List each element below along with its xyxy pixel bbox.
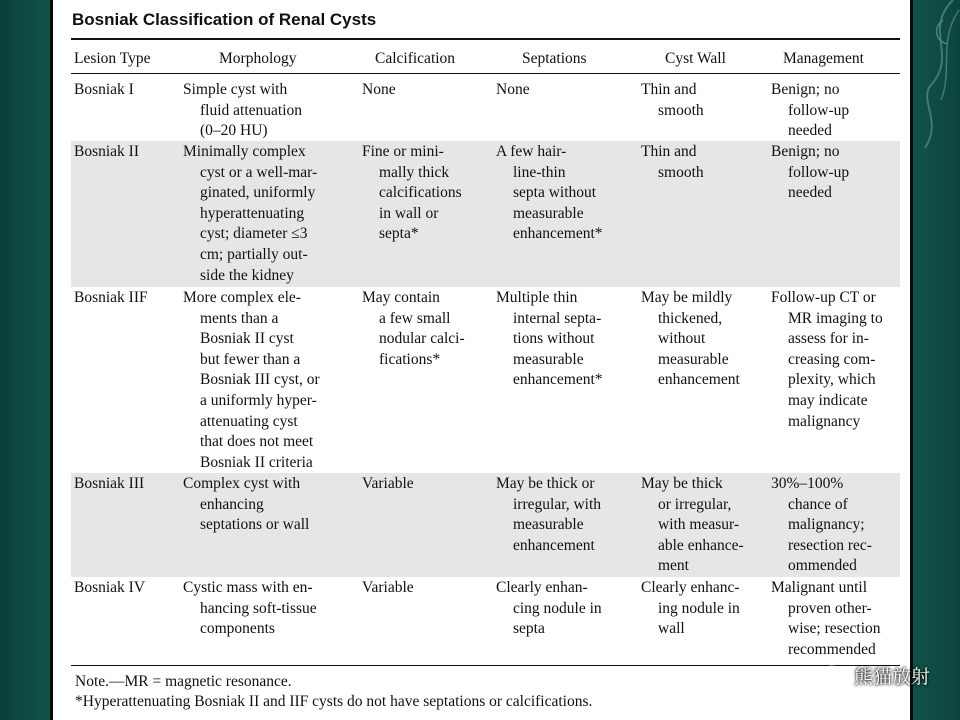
cell-calcification bbox=[362, 142, 462, 245]
cell-line: A few hair- bbox=[496, 143, 567, 160]
table-title: Bosniak Classification of Renal Cysts bbox=[72, 10, 377, 29]
cell-line: Bosniak I bbox=[74, 81, 134, 98]
cell-line: Multiple thin bbox=[496, 289, 578, 306]
table-note: Note.—MR = magnetic resonance. bbox=[75, 673, 292, 690]
cell-line: smooth bbox=[658, 101, 704, 119]
table-row bbox=[71, 287, 900, 473]
cell-septations bbox=[496, 288, 603, 391]
cell-line: resection rec- bbox=[788, 536, 872, 554]
cell-line: needed bbox=[788, 184, 832, 202]
cell-line: calcifications bbox=[379, 184, 462, 202]
cell-management bbox=[771, 474, 872, 577]
cell-line: ommended bbox=[788, 557, 857, 575]
cell-line: that does not meet bbox=[200, 433, 314, 451]
cell-management bbox=[771, 578, 881, 660]
cell-line: needed bbox=[788, 122, 832, 140]
cell-line: Complex cyst with bbox=[183, 475, 301, 492]
cell-cyst-wall bbox=[641, 288, 740, 391]
cell-line: measurable bbox=[513, 204, 584, 222]
cell-line: More complex ele- bbox=[183, 289, 301, 306]
cell-septations bbox=[496, 474, 601, 556]
table-row bbox=[71, 473, 900, 577]
cell-line: fluid attenuation bbox=[200, 101, 303, 119]
header-rule bbox=[71, 73, 900, 74]
cell-line: wall bbox=[658, 620, 685, 638]
cell-line: but fewer than a bbox=[200, 350, 301, 368]
cell-line: Bosniak IIF bbox=[74, 289, 148, 306]
cell-cyst-wall bbox=[641, 578, 740, 640]
cell-line: 30%–100% bbox=[771, 475, 844, 492]
cell-line: internal septa- bbox=[513, 309, 602, 327]
cell-line: None bbox=[362, 81, 396, 98]
cell-calcification bbox=[362, 80, 396, 101]
cell-line: malignancy bbox=[788, 412, 861, 430]
cell-line: MR imaging to bbox=[788, 309, 883, 327]
cell-line: chance of bbox=[788, 495, 848, 513]
cell-lesion-type bbox=[74, 288, 148, 309]
cell-line: or irregular, bbox=[658, 495, 732, 513]
cell-line: Malignant until bbox=[771, 579, 868, 596]
cell-line: plexity, which bbox=[788, 371, 876, 389]
cell-line: enhancement* bbox=[513, 225, 603, 243]
cell-line: tions without bbox=[513, 330, 595, 348]
header-calcification: Calcification bbox=[375, 50, 456, 67]
cell-line: irregular, with bbox=[513, 495, 602, 513]
cell-line: May be mildly bbox=[641, 289, 733, 306]
cell-line: Benign; no bbox=[771, 143, 840, 160]
table-footnote: *Hyperattenuating Bosniak II and IIF cysts do not have septations or calcifications. bbox=[75, 693, 593, 710]
table-row bbox=[71, 141, 900, 287]
cell-line: follow-up bbox=[788, 163, 850, 181]
cell-line: measurable bbox=[513, 516, 584, 534]
cell-line: hyperattenuating bbox=[200, 204, 305, 222]
cell-line: septa bbox=[513, 620, 545, 638]
cell-morphology bbox=[183, 578, 317, 640]
cell-lesion-type bbox=[74, 80, 134, 101]
cell-line: Bosniak II cyst bbox=[200, 330, 294, 348]
cell-cyst-wall bbox=[641, 142, 704, 183]
cell-line: Cystic mass with en- bbox=[183, 579, 313, 596]
cell-line: thickened, bbox=[658, 309, 723, 327]
cell-line: Simple cyst with bbox=[183, 81, 288, 98]
cell-line: malignancy; bbox=[788, 516, 865, 534]
cell-lesion-type bbox=[74, 578, 145, 599]
cell-line: Bosniak IV bbox=[74, 579, 146, 596]
cell-line: side the kidney bbox=[200, 266, 294, 284]
table-row bbox=[71, 577, 900, 663]
cell-line: Fine or mini- bbox=[362, 143, 444, 160]
cell-line: assess for in- bbox=[788, 330, 869, 348]
cell-line: a few small bbox=[379, 309, 451, 327]
cell-line: cyst or a well-mar- bbox=[200, 163, 318, 181]
cell-line: May be thick or bbox=[496, 475, 595, 492]
cell-line: septa* bbox=[379, 225, 419, 243]
cell-line: None bbox=[496, 81, 530, 98]
cell-line: Variable bbox=[362, 475, 414, 492]
cell-line: measurable bbox=[658, 350, 729, 368]
cell-management bbox=[771, 288, 883, 432]
header-management: Management bbox=[783, 50, 864, 67]
cell-line: cing nodule in bbox=[513, 599, 602, 617]
cell-line: enhancing bbox=[200, 495, 264, 513]
cell-line: May be thick bbox=[641, 475, 723, 492]
cell-line: cyst; diameter ≤3 bbox=[200, 225, 308, 243]
cell-calcification bbox=[362, 288, 465, 370]
header-cyst-wall: Cyst Wall bbox=[665, 50, 726, 67]
cell-line: Benign; no bbox=[771, 81, 840, 98]
cell-line: smooth bbox=[658, 163, 704, 181]
cell-line: may indicate bbox=[788, 391, 868, 409]
cell-line: enhancement* bbox=[513, 371, 603, 389]
cell-line: enhancement bbox=[658, 371, 740, 389]
cell-morphology bbox=[183, 142, 317, 286]
left-background bbox=[0, 0, 50, 720]
cell-line: hancing soft-tissue bbox=[200, 599, 317, 617]
cell-line: nodular calci- bbox=[379, 330, 465, 348]
cell-lesion-type bbox=[74, 474, 144, 495]
table-panel bbox=[50, 0, 913, 720]
cell-line: Bosniak III cyst, or bbox=[200, 371, 320, 389]
header-septations: Septations bbox=[522, 50, 587, 67]
cell-septations bbox=[496, 142, 603, 245]
cell-calcification bbox=[362, 474, 414, 495]
cell-line: recommended bbox=[788, 640, 876, 658]
header-morphology: Morphology bbox=[219, 50, 297, 67]
table-row bbox=[71, 79, 900, 141]
cell-morphology bbox=[183, 288, 320, 473]
cell-lesion-type bbox=[74, 142, 139, 163]
cell-line: able enhance- bbox=[658, 536, 744, 554]
cell-management bbox=[771, 142, 849, 204]
watermark bbox=[822, 662, 930, 689]
cell-line: proven other- bbox=[788, 599, 872, 617]
cell-line: Bosniak II bbox=[74, 143, 140, 160]
cell-line: May contain bbox=[362, 289, 440, 306]
cell-line: attenuating cyst bbox=[200, 412, 298, 430]
cell-line: wise; resection bbox=[788, 620, 881, 638]
cell-line: mally thick bbox=[379, 163, 450, 181]
cell-line: Variable bbox=[362, 579, 414, 596]
cell-line: follow-up bbox=[788, 101, 850, 119]
cell-line: Follow-up CT or bbox=[771, 289, 876, 306]
cell-line: Thin and bbox=[641, 81, 697, 98]
cell-septations bbox=[496, 578, 602, 640]
watermark-text: 熊猫放射 bbox=[853, 666, 930, 688]
cell-morphology bbox=[183, 80, 302, 142]
cell-line: fications* bbox=[379, 350, 441, 368]
cell-septations bbox=[496, 80, 530, 101]
cell-line: (0–20 HU) bbox=[200, 122, 268, 140]
cell-management bbox=[771, 80, 849, 142]
cell-line: Bosniak II criteria bbox=[200, 453, 313, 471]
cell-line: enhancement bbox=[513, 536, 595, 554]
wechat-icon bbox=[822, 665, 848, 687]
cell-line: without bbox=[658, 330, 706, 348]
cell-line: Clearly enhan- bbox=[496, 579, 588, 596]
cell-line: cm; partially out- bbox=[200, 245, 308, 263]
cell-line: a uniformly hyper- bbox=[200, 391, 317, 409]
cell-cyst-wall bbox=[641, 80, 704, 121]
cell-line: line-thin bbox=[513, 163, 566, 181]
cell-line: septations or wall bbox=[200, 516, 310, 534]
cell-line: in wall or bbox=[379, 204, 439, 222]
bottom-rule bbox=[71, 665, 900, 666]
cell-cyst-wall bbox=[641, 474, 744, 577]
cell-line: Clearly enhanc- bbox=[641, 579, 740, 596]
cell-line: ginated, uniformly bbox=[200, 184, 316, 202]
cell-line: creasing com- bbox=[788, 350, 876, 368]
cell-line: ing nodule in bbox=[658, 599, 740, 617]
top-rule bbox=[71, 38, 900, 40]
cell-morphology bbox=[183, 474, 309, 536]
cell-line: Bosniak III bbox=[74, 475, 145, 492]
cell-line: Minimally complex bbox=[183, 143, 306, 160]
cell-line: septa without bbox=[513, 184, 597, 202]
header-lesion-type: Lesion Type bbox=[74, 50, 151, 67]
cell-line: with measur- bbox=[658, 516, 740, 534]
cell-line: measurable bbox=[513, 350, 584, 368]
right-background bbox=[913, 0, 960, 720]
cell-calcification bbox=[362, 578, 414, 599]
decorative-swirl-icon bbox=[913, 0, 960, 150]
cell-line: Thin and bbox=[641, 143, 697, 160]
cell-line: components bbox=[200, 620, 275, 638]
cell-line: ments than a bbox=[200, 309, 279, 327]
cell-line: ment bbox=[658, 557, 689, 575]
